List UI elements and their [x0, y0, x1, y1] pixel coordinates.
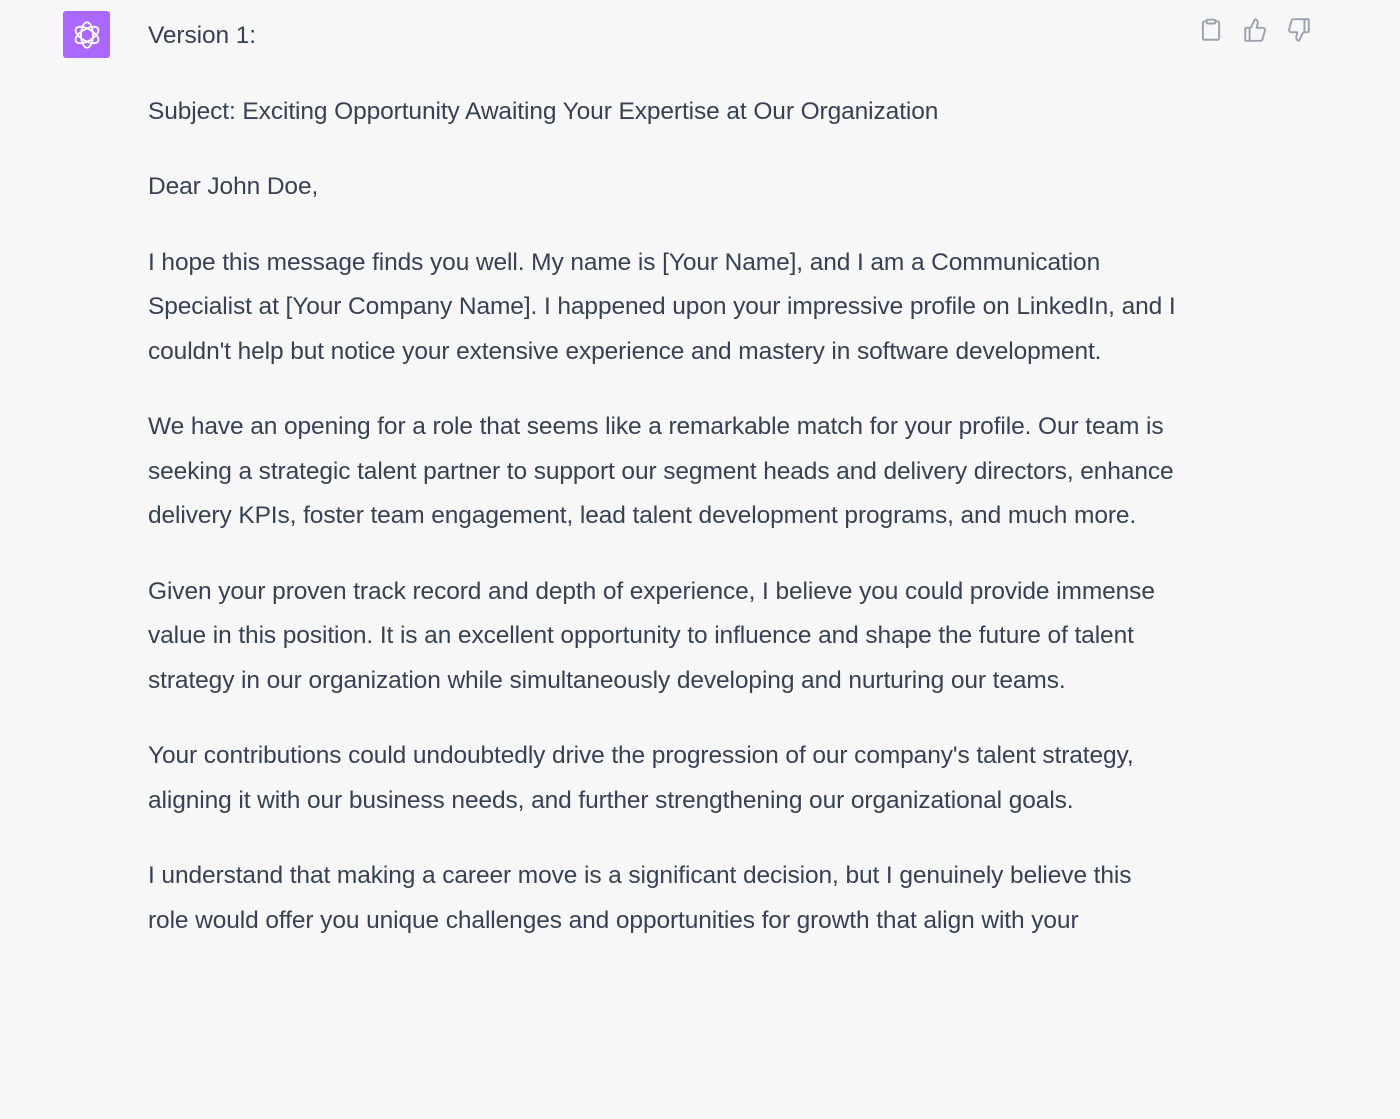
thumbs-up-button[interactable]: [1240, 14, 1270, 46]
message-paragraph: We have an opening for a role that seems like a remarkable match for your profile. Our team is seeking a strategic talent partner to support our segment heads and delivery directors, enhance delivery KPIs, foster team engagement, lead talent development programs, and much more.: [148, 413, 1174, 529]
thumbs-down-icon: [1286, 17, 1312, 43]
openai-logo-icon: [70, 18, 104, 52]
message-paragraph: I understand that making a career move is a significant decision, but I genuinely believe this role would offer you unique challenges and opportunities for growth that align with your: [148, 862, 1132, 934]
assistant-message-body: [148, 14, 1178, 974]
clipboard-icon: [1198, 17, 1224, 43]
email-greeting: Dear John Doe,: [148, 173, 319, 200]
copy-button[interactable]: [1196, 14, 1226, 46]
assistant-avatar: [63, 11, 110, 58]
message-actions: [1196, 14, 1314, 46]
thumbs-up-icon: [1242, 17, 1268, 43]
email-subject: Subject: Exciting Opportunity Awaiting Your Expertise at Our Organization: [148, 97, 939, 125]
message-paragraph: Given your proven track record and depth of experience, I believe you could provide immense value in this position. It is an excellent opportunity to influence and shape the future of talent strategy in our organization while simultaneously developing and nurturing our teams.: [148, 577, 1155, 694]
message-paragraph: Your contributions could undoubtedly drive the progression of our company's talent strategy, aligning it with our business needs, and further strengthening our organizational goals.: [148, 742, 1134, 814]
message-paragraph: I hope this message finds you well. My name is [Your Name], and I am a Communication Specialist at [Your Company Name]. I happened upon your impressive profile on LinkedIn, and I couldn't help but notice your extensive experience and mastery in software development.: [148, 248, 1176, 365]
version-heading: Version 1:: [148, 22, 256, 49]
thumbs-down-button[interactable]: [1284, 14, 1314, 46]
